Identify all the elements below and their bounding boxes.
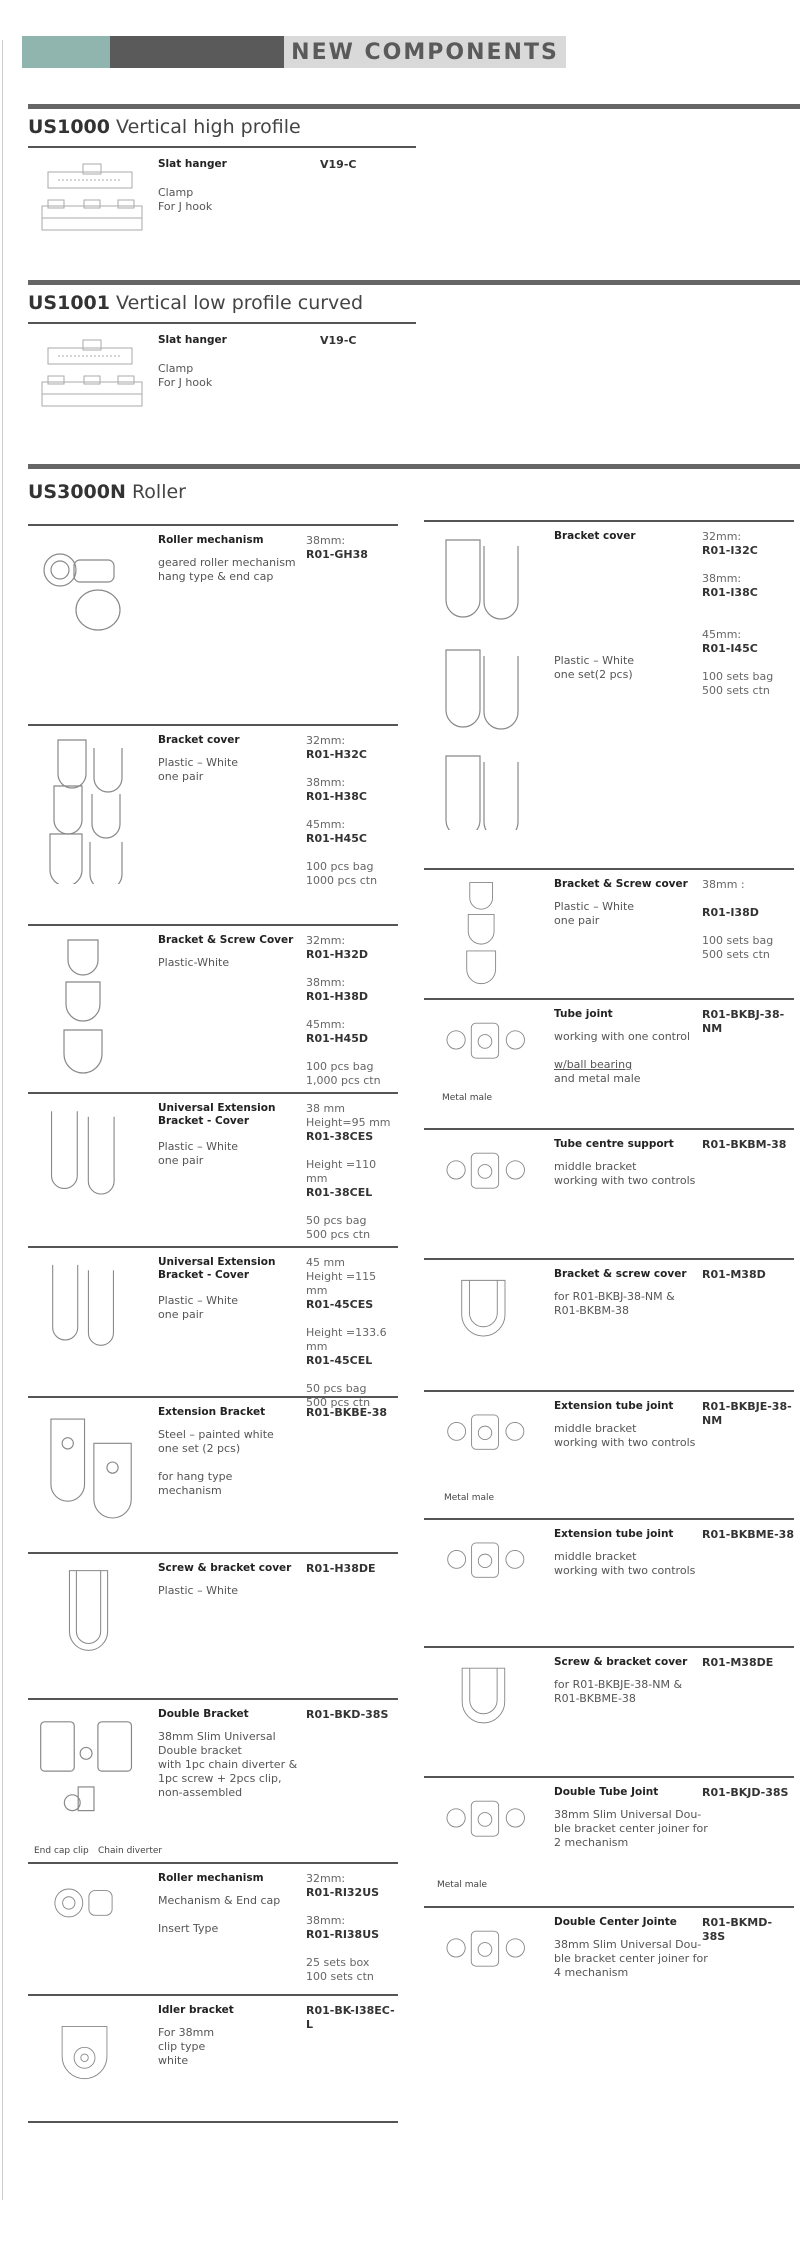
spec-text: 100 sets bag — [702, 934, 774, 947]
section-divider — [28, 104, 800, 109]
item-codes — [702, 1008, 794, 1036]
item-name: Idler bracket — [158, 2004, 234, 2016]
slat-hanger-drawing — [28, 338, 156, 418]
slat-hanger-drawing — [28, 162, 156, 242]
bracket-screw-cover-icon — [424, 878, 552, 992]
item-codes — [702, 1656, 773, 1670]
item-codes — [702, 1138, 786, 1152]
product-code: R01-BKBJE-38-NM — [702, 1400, 792, 1427]
product-code: R01-BKMD-38S — [702, 1916, 773, 1943]
product-code: R01-BKBE-38 — [306, 1406, 388, 1419]
item-desc: Clamp For J hook — [158, 362, 213, 389]
item-name: Extension tube joint — [554, 1528, 674, 1540]
double-center-joint-icon — [424, 1916, 552, 2030]
product-code: R01-45CES — [306, 1298, 374, 1311]
item-code: V19-C — [320, 334, 357, 347]
item-desc: middle bracket working with two controls — [554, 1422, 696, 1449]
item-name: Universal Extension Bracket - Cover — [158, 1256, 276, 1281]
tube-joint-icon — [424, 1008, 552, 1122]
banner-accent-gray — [110, 36, 284, 68]
item-desc: Plastic-White — [158, 956, 230, 969]
extension-cover-icon — [28, 1256, 156, 1390]
series-name: Vertical low profile curved — [116, 292, 364, 314]
spec-text: Height =110 mm — [306, 1158, 377, 1185]
item-codes — [306, 1406, 387, 1420]
spec-text: 100 pcs bag — [306, 1060, 374, 1073]
item-name: Universal Extension Bracket - Cover — [158, 1102, 276, 1127]
product-code: R01-H38C — [306, 790, 367, 803]
spec-text: 1000 pcs ctn — [306, 874, 378, 887]
item-name: Slat hanger — [158, 158, 227, 170]
product-code: R01-H32D — [306, 948, 368, 961]
extension-cover-icon — [28, 1102, 156, 1240]
double-bracket-icon — [28, 1708, 156, 1856]
item-desc: For 38mm clip type white — [158, 2026, 215, 2067]
item-us1001-slat-hanger — [28, 324, 416, 424]
item-desc: Plastic – White — [158, 1584, 239, 1597]
series-name: Roller — [131, 481, 186, 503]
item-name: Bracket & Screw Cover — [158, 934, 294, 946]
item-name: Bracket cover — [554, 530, 636, 542]
column-end-rule — [28, 2121, 398, 2123]
product-code: R01-H38DE — [306, 1562, 376, 1575]
item-codes — [306, 2004, 398, 2032]
item-name: Roller mechanism — [158, 534, 264, 546]
spec-text: 25 sets box — [306, 1956, 370, 1969]
item-desc: working with one control w/ball bearing and metal male — [554, 1030, 691, 1085]
item-codes — [702, 1528, 794, 1542]
spec-text: 45mm: — [306, 1018, 346, 1031]
product-code: R01-I38C — [702, 586, 758, 599]
banner-accent-teal — [22, 36, 110, 68]
product-code: R01-H45C — [306, 832, 367, 845]
product-code: R01-I32C — [702, 544, 758, 557]
page-gutter-line — [2, 40, 3, 2200]
product-code: R01-M38D — [702, 1268, 766, 1281]
bracket-cover-icon — [28, 734, 156, 884]
bracket-screw-cover-icon — [28, 934, 156, 1084]
product-code: R01-RI32US — [306, 1886, 380, 1899]
spec-text: 45mm: — [702, 628, 742, 641]
spec-text: 32mm: — [306, 934, 346, 947]
item-desc: Mechanism & End cap Insert Type — [158, 1894, 281, 1935]
item-desc: Steel – painted white one set (2 pcs) for hang type mechanism — [158, 1428, 274, 1497]
item-codes — [306, 1102, 398, 1242]
item-codes — [306, 734, 377, 888]
series-title-us1000 — [28, 116, 301, 138]
extension-tube-joint-icon — [424, 1528, 552, 1640]
item-name: Extension Bracket — [158, 1406, 266, 1418]
right-item — [424, 1906, 794, 2036]
item-name: Bracket & Screw cover — [554, 878, 688, 890]
product-code: R01-I38D — [702, 906, 759, 919]
item-name: Screw & bracket cover — [158, 1562, 292, 1574]
series-code: US3000N — [28, 481, 126, 503]
item-name: Tube joint — [554, 1008, 613, 1020]
product-code: R01-BKBME-38 — [702, 1528, 794, 1541]
spec-text: 38mm: — [306, 1914, 346, 1927]
item-codes — [306, 534, 368, 562]
idler-bracket-icon — [28, 2004, 156, 2116]
section-banner — [22, 36, 566, 68]
item-desc: Plastic – White one pair — [554, 900, 635, 927]
spec-text: 50 pcs bag — [306, 1214, 367, 1227]
product-code: R01-BKBJ-38-NM — [702, 1008, 785, 1035]
item-codes — [306, 1872, 379, 1984]
left-item — [28, 1396, 398, 1552]
spec-text: 38mm: — [306, 776, 346, 789]
item-name: Roller mechanism — [158, 1872, 264, 1884]
item-desc: Plastic – White one pair — [158, 756, 239, 783]
bracket-cover-icon — [424, 530, 552, 830]
series-code: US1000 — [28, 116, 110, 138]
spec-text: 45 mm — [306, 1256, 345, 1269]
item-name: Tube centre support — [554, 1138, 674, 1150]
item-desc: Clamp For J hook — [158, 186, 213, 213]
spec-text: 100 sets bag — [702, 670, 774, 683]
tube-support-icon — [424, 1138, 552, 1252]
spec-text: 32mm: — [306, 734, 346, 747]
spec-text: 38mm: — [702, 572, 742, 585]
product-code: R01-H38D — [306, 990, 368, 1003]
product-code: R01-38CEL — [306, 1186, 373, 1199]
screw-bracket-cover-icon — [28, 1562, 156, 1692]
item-name: Extension tube joint — [554, 1400, 674, 1412]
left-item — [28, 1994, 398, 2122]
item-desc: 38mm Slim Universal Dou- ble bracket center joiner for 4 mechanism — [554, 1938, 708, 1979]
item-name: Double Tube Joint — [554, 1786, 659, 1798]
right-item — [424, 1646, 794, 1776]
item-codes — [306, 934, 381, 1088]
bracket-screw-cover-icon — [424, 1268, 552, 1384]
spec-text: 45mm: — [306, 818, 346, 831]
right-item — [424, 1258, 794, 1390]
left-item — [28, 524, 398, 724]
item-name: Double Bracket — [158, 1708, 249, 1720]
item-desc: middle bracket working with two controls — [554, 1550, 696, 1577]
section-divider — [28, 280, 800, 285]
product-code: R01-45CEL — [306, 1354, 373, 1367]
caption-end-cap-clip: End cap clip — [34, 1846, 89, 1856]
caption-metal-male: Metal male — [444, 1493, 495, 1503]
spec-text: 32mm: — [306, 1872, 346, 1885]
spec-text: 500 pcs ctn — [306, 1228, 371, 1241]
caption-metal-male: Metal male — [442, 1093, 493, 1103]
spec-text: 1,000 pcs ctn — [306, 1074, 381, 1087]
product-code: R01-I45C — [702, 642, 758, 655]
spec-text: 38 mm — [306, 1102, 345, 1115]
product-code: R01-BK-I38EC-L — [306, 2004, 395, 2031]
item-codes — [702, 1916, 794, 1944]
item-desc: 38mm Slim Universal Dou- ble bracket center joiner for 2 mechanism — [554, 1808, 708, 1849]
right-item — [424, 998, 794, 1128]
left-item — [28, 1862, 398, 1994]
series-code: US1001 — [28, 292, 110, 314]
series-title-us3000n — [28, 481, 186, 503]
item-codes — [702, 1786, 788, 1800]
right-item — [424, 1518, 794, 1646]
item-codes — [702, 530, 773, 698]
left-item — [28, 1092, 398, 1246]
roller-mechanism-icon — [28, 534, 156, 684]
extension-bracket-icon — [28, 1406, 156, 1546]
left-item — [28, 924, 398, 1092]
series-title-us1001 — [28, 292, 363, 314]
item-codes — [702, 878, 773, 962]
product-code: R01-BKJD-38S — [702, 1786, 789, 1799]
item-name: Bracket & screw cover — [554, 1268, 687, 1280]
item-desc: Plastic – White one pair — [158, 1140, 239, 1167]
spec-text: 50 pcs bag — [306, 1382, 367, 1395]
left-item — [28, 1246, 398, 1409]
spec-text: 32mm: — [702, 530, 742, 543]
banner-title: NEW COMPONENTS — [284, 36, 566, 68]
item-code: V19-C — [320, 158, 357, 171]
slat-hanger-image — [28, 162, 156, 242]
left-item — [28, 1552, 398, 1698]
insert-roller-icon — [28, 1872, 156, 1988]
item-desc: 38mm Slim Universal Double bracket with 1pc chain diverter & 1pc screw + 2pcs clip, non-assembled — [158, 1730, 298, 1799]
item-name: Double Center Jointe — [554, 1916, 677, 1928]
right-item — [424, 520, 794, 868]
spec-text: 500 pcs ctn — [306, 1396, 371, 1409]
product-code: R01-BKD-38S — [306, 1708, 389, 1721]
product-code: R01-H45D — [306, 1032, 368, 1045]
product-code: R01-M38DE — [702, 1656, 774, 1669]
spec-text: mm — [306, 1340, 328, 1353]
item-desc: Plastic – White one pair — [158, 1294, 239, 1321]
spec-text: 38mm: — [306, 976, 346, 989]
left-item — [28, 724, 398, 924]
spec-text: Height=95 mm — [306, 1116, 391, 1129]
item-desc: for R01-BKBJE-38-NM & R01-BKBME-38 — [554, 1678, 683, 1705]
series-name: Vertical high profile — [116, 116, 301, 138]
caption-metal-male: Metal male — [437, 1880, 488, 1890]
item-desc: middle bracket working with two controls — [554, 1160, 696, 1187]
item-name: Bracket cover — [158, 734, 240, 746]
item-desc: Plastic – White one set(2 pcs) — [554, 654, 635, 681]
item-name: Slat hanger — [158, 334, 227, 346]
item-codes — [702, 1268, 766, 1282]
spec-text: 100 pcs bag — [306, 860, 374, 873]
caption-chain-diverter: Chain diverter — [98, 1846, 163, 1856]
item-codes — [306, 1256, 398, 1410]
spec-text: 500 sets ctn — [702, 948, 770, 961]
spec-text: 500 sets ctn — [702, 684, 770, 697]
screw-bracket-cover-icon — [424, 1656, 552, 1770]
section-divider — [28, 464, 800, 469]
item-us1000-slat-hanger — [28, 148, 416, 248]
spec-text: 38mm : — [702, 878, 745, 891]
left-item — [28, 1698, 398, 1862]
item-name: Screw & bracket cover — [554, 1656, 688, 1668]
product-code: R01-H32C — [306, 748, 367, 761]
spec-text: Height =133.6 — [306, 1326, 387, 1339]
item-codes — [306, 1562, 376, 1576]
spec-text: 100 sets ctn — [306, 1970, 374, 1983]
slat-hanger-image — [28, 338, 156, 418]
product-code: R01-BKBM-38 — [702, 1138, 787, 1151]
item-codes — [702, 1400, 794, 1428]
item-codes — [306, 1708, 388, 1722]
spec-text: Height =115 mm — [306, 1270, 377, 1297]
spec-text: 38mm: — [306, 534, 346, 547]
product-code: R01-38CES — [306, 1130, 374, 1143]
right-item — [424, 868, 794, 998]
product-code: R01-RI38US — [306, 1928, 380, 1941]
item-desc: geared roller mechanism hang type & end cap — [158, 556, 296, 583]
right-item — [424, 1128, 794, 1258]
item-desc: for R01-BKBJ-38-NM & R01-BKBM-38 — [554, 1290, 675, 1317]
product-code: R01-GH38 — [306, 548, 368, 561]
